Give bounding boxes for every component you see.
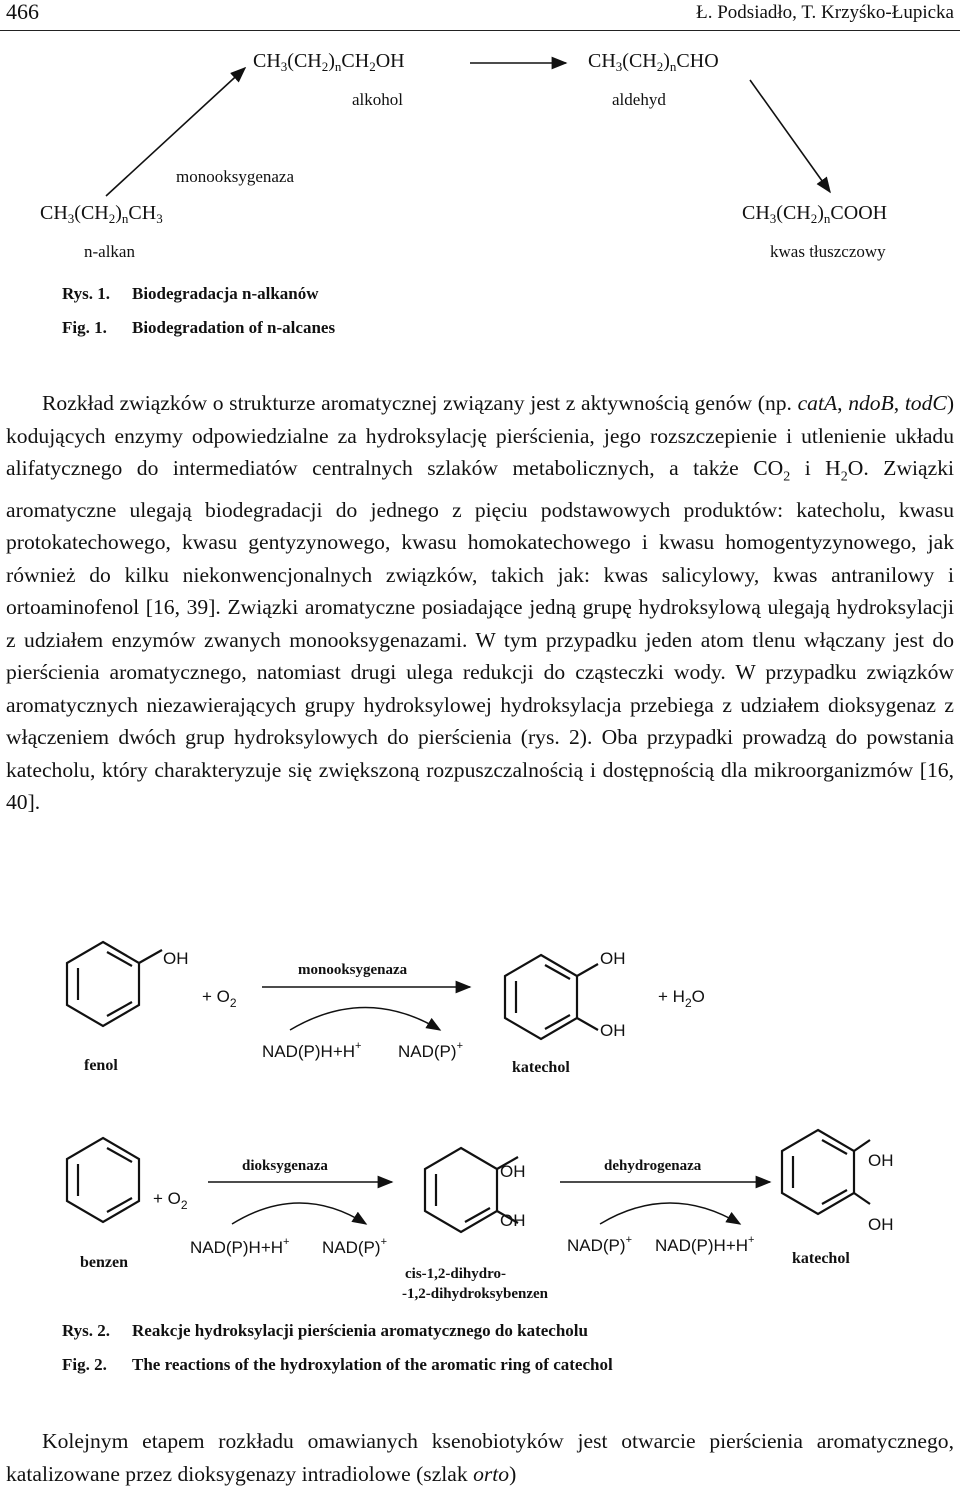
intermediate-label-2: -1,2-dihydroksybenzen — [402, 1286, 549, 1302]
benzene-label: benzen — [80, 1254, 128, 1271]
body-paragraph-1: Rozkład związków o strukturze aromatycznej związany jest z aktywnością genów (np. catA, ndoB, todC) kodujących enzymy odpowiedzialne za hydroksylację pierścienia, jego rozszczepienie i utlenienie układu alifatycznego do intermediatów centralnych szlaków metabolicznych, a także $CO_2$ i $H_2O$. Związki aromatyczne ulegają biodegradacji do jednego z pięciu podstawowych produktów: katecholu, kwasu protokatechowego, kwasu gentyzynowego, kwasu homokatechowego i kwasu homogentyzynowego, jak również do kilku niekonwencjonalnych związków, takich jak: kwas salicylowy, kwas antranilowy i ortoaminofenol [16, 39]. Związki aromatyczne posiadające jedną grupę hydroksylową ulegają hydroksylacji z udziałem enzymów zwanych monooksygenazami. W tym przypadku jeden atom tlenu włączany jest do pierścienia aromatycznego, natomiast drugi ulega redukcji do cząsteczki wody. W przypadku związków aromatycznych niezawierających grupy hydroksylowej hydroksylacja przebiega z udziałem dioksygenaz z włączeniem dwóch grup hydroksylowych do pierścienia (rys. 2). Oba przypadki prowadzą do powstania katecholu, który charakteryzuje się zwiększoną rozpuszczalnością i dostępnością dla mikroorganizmów [16, 40]. — [6, 391, 955, 815]
fig1-caption-en: Fig. 1. Biodegradation of n-alcanes — [62, 318, 336, 337]
row2-nadp2: NAD(P)+ — [567, 1234, 632, 1255]
row1-plus-o2: + $O_2$ — [202, 987, 237, 1010]
acid-formula: $CH_3(CH_2)_nCOOH$ — [742, 202, 888, 226]
fig2-diagram — [0, 930, 960, 1310]
arrow-alkane-to-alcohol — [106, 68, 245, 196]
phenol-label: fenol — [84, 1057, 118, 1074]
catechol2-oh-top: OH — [868, 1151, 894, 1170]
fig2-dioxygenase-label: dioksygenaza — [242, 1158, 328, 1174]
catechol-structure-2 — [782, 1130, 870, 1214]
aldehyde-formula: $CH_3(CH_2)_nCHO$ — [588, 50, 719, 74]
row2-nadph1: NAD(P)H+H+ — [190, 1236, 290, 1257]
running-authors: Ł. Podsiadło, T. Krzyśko-Łupicka — [696, 2, 954, 23]
dihydrodiol-oh-top: OH — [500, 1162, 526, 1181]
dihydrodiol-oh-bottom: OH — [500, 1211, 526, 1230]
alcohol-formula: $CH_3(CH_2)_nCH_2OH$ — [253, 50, 405, 74]
benzene-structure — [67, 1138, 139, 1222]
row1-nadp: NAD(P)+ — [398, 1040, 463, 1061]
acid-label: kwas tłuszczowy — [770, 242, 886, 261]
phenol-structure — [67, 942, 162, 1026]
fig1-caption-pl: Rys. 1. Biodegradacja n-alkanów — [62, 284, 319, 303]
fig2-dehydrogenase-label: dehydrogenaza — [604, 1158, 702, 1174]
row2-cofactor-curve1 — [232, 1203, 366, 1224]
row1-cofactor-curve — [290, 1008, 440, 1031]
aldehyde-label: aldehyd — [612, 90, 666, 109]
catechol1-label: katechol — [512, 1059, 570, 1076]
catechol1-oh-bottom: OH — [600, 1021, 626, 1040]
row1-plus-h2o: + $H_2O$ — [658, 987, 705, 1010]
catechol2-label: katechol — [792, 1250, 850, 1267]
catechol-structure-1 — [505, 955, 598, 1039]
fig2-caption-en: Fig. 2. The reactions of the hydroxylation of the aromatic ring of catechol — [62, 1355, 613, 1374]
fig1-arrows — [0, 0, 960, 300]
catechol1-oh-top: OH — [600, 949, 626, 968]
row2-plus-o2: + $O_2$ — [153, 1189, 188, 1212]
row2-nadp1: NAD(P)+ — [322, 1236, 387, 1257]
alcohol-label: alkohol — [352, 90, 403, 109]
alkane-label: n-alkan — [84, 242, 135, 261]
intermediate-label-1: cis-1,2-dihydro- — [405, 1266, 506, 1282]
row2-cofactor-curve2 — [600, 1203, 740, 1224]
fig1-enzyme-label: monooksygenaza — [176, 167, 295, 186]
phenol-oh: OH — [163, 949, 189, 968]
row2-nadph2: NAD(P)H+H+ — [655, 1234, 755, 1255]
fig2-caption-pl: Rys. 2. Reakcje hydroksylacji pierścienia aromatycznego do katecholu — [62, 1321, 588, 1340]
fig2-monooxygenase-label: monooksygenaza — [298, 962, 408, 978]
body-paragraph-2: Kolejnym etapem rozkładu omawianych ksenobiotyków jest otwarcie pierścienia aromatycznego, katalizowane przez dioksygenazy intradiolowe (szlak orto) — [6, 1429, 954, 1486]
arrow-aldehyde-to-acid — [750, 80, 830, 192]
page-number: 466 — [6, 0, 39, 24]
row1-nadph: NAD(P)H+H+ — [262, 1040, 362, 1061]
catechol2-oh-bottom: OH — [868, 1215, 894, 1234]
alkane-formula: $CH_3(CH_2)_nCH_3$ — [40, 202, 163, 226]
